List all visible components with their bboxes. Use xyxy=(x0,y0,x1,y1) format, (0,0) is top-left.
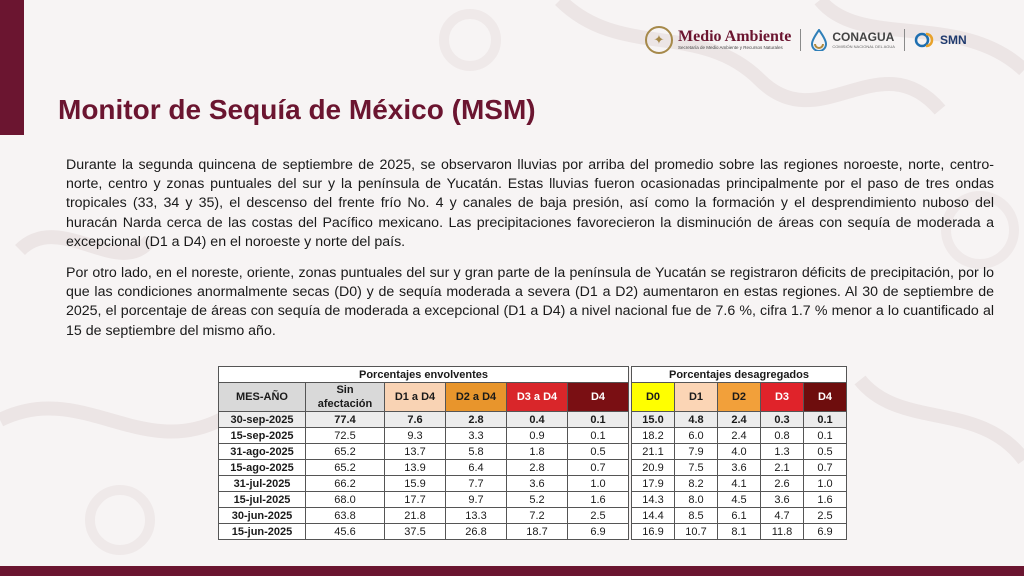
cell-d4: 0.1 xyxy=(804,412,847,428)
cell-date: 15-jun-2025 xyxy=(219,524,306,540)
cell-d0: 14.4 xyxy=(632,508,675,524)
cell-d2: 3.6 xyxy=(718,460,761,476)
cell-date: 31-ago-2025 xyxy=(219,444,306,460)
cell-e4: 0.1 xyxy=(568,428,629,444)
cell-e2: 2.8 xyxy=(446,412,507,428)
cell-d1: 6.0 xyxy=(675,428,718,444)
cell-date: 30-sep-2025 xyxy=(219,412,306,428)
eagle-seal-icon: ✦ xyxy=(645,26,673,54)
cell-e2: 26.8 xyxy=(446,524,507,540)
cell-d4: 6.9 xyxy=(804,524,847,540)
header-d2-a-d4: D2 a D4 xyxy=(446,383,507,412)
group-envolventes-header: Porcentajes envolventes xyxy=(219,367,629,383)
header-d0: D0 xyxy=(632,383,675,412)
table-row xyxy=(219,492,847,508)
cell-e1: 15.9 xyxy=(385,476,446,492)
table-row xyxy=(219,508,847,524)
table-row xyxy=(219,412,847,428)
cell-d2: 8.1 xyxy=(718,524,761,540)
cell-d3: 11.8 xyxy=(761,524,804,540)
header-mes-anio: MES-AÑO xyxy=(219,383,306,412)
cell-d2: 2.4 xyxy=(718,428,761,444)
cell-sin: 65.2 xyxy=(306,444,385,460)
cell-d0: 18.2 xyxy=(632,428,675,444)
cell-e3: 2.8 xyxy=(507,460,568,476)
cell-d1: 8.0 xyxy=(675,492,718,508)
cell-e3: 7.2 xyxy=(507,508,568,524)
cell-d4: 0.5 xyxy=(804,444,847,460)
cell-e3: 1.8 xyxy=(507,444,568,460)
conagua-subtitle: COMISIÓN NACIONAL DEL AGUA xyxy=(832,43,895,49)
left-accent-bar xyxy=(0,0,24,135)
cell-d0: 14.3 xyxy=(632,492,675,508)
cell-sin: 45.6 xyxy=(306,524,385,540)
paragraph-2: Por otro lado, en el noreste, oriente, zonas puntuales del sur y gran parte de la península de Yucatán se registraron déficits de precipitación, por lo que las condiciones anormalmente secas (D0) y de sequía moderada a severa (D1 a D2) aumentaron en estas regiones. Al 30 de septiembre de 2025, el porcentaje de áreas con sequía de moderada a excepcional (D1 a D4) a nivel nacional fue de 7.6 %, cifra 1.7 % menor a lo cuantificado al 15 de septiembre del mismo año. xyxy=(66,265,994,339)
cell-d3: 2.1 xyxy=(761,460,804,476)
cell-d4: 0.7 xyxy=(804,460,847,476)
cell-d4: 1.6 xyxy=(804,492,847,508)
cell-d1: 8.5 xyxy=(675,508,718,524)
cell-d2: 4.5 xyxy=(718,492,761,508)
paragraph-1: Durante la segunda quincena de septiembre de 2025, se observaron lluvias por arriba del promedio sobre las regiones noroeste, norte, centro-norte, centro y zonas puntuales del sur y la península de Yucatán. Estas lluvias fueron ocasionadas principalmente por el paso de tres ondas tropicales (33, 34 y 35), el descenso del frente frío No. 4 y canales de baja presión, así como la formación y el desprendimiento nuboso del huracán Narda cerca de las costas del Pacífico mexicano. Las precipitaciones favorecieron la disminución de áreas con sequía de moderada a excepcional (D1 a D4) en el noroeste y norte del país. xyxy=(66,157,994,250)
cell-e1: 9.3 xyxy=(385,428,446,444)
conagua-name: CONAGUA xyxy=(832,29,895,44)
cell-d0: 20.9 xyxy=(632,460,675,476)
table-row xyxy=(219,476,847,492)
cell-sin: 63.8 xyxy=(306,508,385,524)
cell-d4: 2.5 xyxy=(804,508,847,524)
group-desagregados-header: Porcentajes desagregados xyxy=(632,367,847,383)
medio-ambiente-subtitle: Secretaría de Medio Ambiente y Recursos Naturales xyxy=(678,45,783,50)
cell-d3: 0.3 xyxy=(761,412,804,428)
smn-name: SMN xyxy=(939,32,967,47)
cell-date: 15-ago-2025 xyxy=(219,460,306,476)
medio-ambiente-name: Medio Ambiente xyxy=(678,28,792,45)
cell-e3: 0.9 xyxy=(507,428,568,444)
cell-e1: 13.7 xyxy=(385,444,446,460)
page-title: Monitor de Sequía de México (MSM) xyxy=(58,94,536,125)
cell-e4: 6.9 xyxy=(568,524,629,540)
cell-d1: 8.2 xyxy=(675,476,718,492)
smn-swirl-icon xyxy=(914,30,936,50)
cell-e4: 1.0 xyxy=(568,476,629,492)
header-logos xyxy=(645,22,967,58)
bottom-accent-bar xyxy=(0,566,1024,576)
cell-e3: 5.2 xyxy=(507,492,568,508)
table-row xyxy=(219,444,847,460)
header-d4-desagregado: D4 xyxy=(804,383,847,412)
cell-date: 15-jul-2025 xyxy=(219,492,306,508)
cell-sin: 65.2 xyxy=(306,460,385,476)
cell-e2: 7.7 xyxy=(446,476,507,492)
cell-d2: 6.1 xyxy=(718,508,761,524)
table-group-header-row xyxy=(219,367,847,383)
header-d3-a-d4: D3 a D4 xyxy=(507,383,568,412)
cell-e4: 2.5 xyxy=(568,508,629,524)
cell-sin: 72.5 xyxy=(306,428,385,444)
cell-sin: 77.4 xyxy=(306,412,385,428)
cell-e4: 0.7 xyxy=(568,460,629,476)
cell-d3: 4.7 xyxy=(761,508,804,524)
logo-divider xyxy=(904,29,905,51)
cell-d0: 15.0 xyxy=(632,412,675,428)
cell-e2: 9.7 xyxy=(446,492,507,508)
cell-d1: 4.8 xyxy=(675,412,718,428)
smn-logo xyxy=(914,30,967,50)
cell-e4: 0.5 xyxy=(568,444,629,460)
drought-percentages-table xyxy=(218,366,847,540)
cell-e2: 3.3 xyxy=(446,428,507,444)
header-d4-envolvente: D4 xyxy=(568,383,629,412)
table-body xyxy=(219,412,847,540)
cell-e1: 17.7 xyxy=(385,492,446,508)
cell-d1: 10.7 xyxy=(675,524,718,540)
cell-e3: 18.7 xyxy=(507,524,568,540)
cell-e1: 13.9 xyxy=(385,460,446,476)
header-d1: D1 xyxy=(675,383,718,412)
cell-sin: 66.2 xyxy=(306,476,385,492)
conagua-logo xyxy=(810,29,895,51)
logo-divider xyxy=(800,29,801,51)
cell-d0: 21.1 xyxy=(632,444,675,460)
cell-d4: 0.1 xyxy=(804,428,847,444)
cell-e2: 5.8 xyxy=(446,444,507,460)
conagua-drop-icon xyxy=(810,29,828,51)
cell-d0: 16.9 xyxy=(632,524,675,540)
cell-e2: 13.3 xyxy=(446,508,507,524)
table-row xyxy=(219,524,847,540)
cell-e1: 21.8 xyxy=(385,508,446,524)
cell-d3: 1.3 xyxy=(761,444,804,460)
cell-d3: 2.6 xyxy=(761,476,804,492)
cell-d2: 4.0 xyxy=(718,444,761,460)
cell-d2: 4.1 xyxy=(718,476,761,492)
cell-e4: 1.6 xyxy=(568,492,629,508)
cell-d2: 2.4 xyxy=(718,412,761,428)
cell-e3: 3.6 xyxy=(507,476,568,492)
cell-d1: 7.9 xyxy=(675,444,718,460)
cell-e1: 7.6 xyxy=(385,412,446,428)
cell-e3: 0.4 xyxy=(507,412,568,428)
header-d2: D2 xyxy=(718,383,761,412)
cell-date: 31-jul-2025 xyxy=(219,476,306,492)
cell-date: 30-jun-2025 xyxy=(219,508,306,524)
cell-e4: 0.1 xyxy=(568,412,629,428)
cell-sin: 68.0 xyxy=(306,492,385,508)
medio-ambiente-logo xyxy=(645,26,791,54)
table-column-header-row xyxy=(219,383,847,412)
table-row xyxy=(219,460,847,476)
cell-e2: 6.4 xyxy=(446,460,507,476)
cell-d3: 3.6 xyxy=(761,492,804,508)
table-row xyxy=(219,428,847,444)
header-d1-a-d4: D1 a D4 xyxy=(385,383,446,412)
cell-e1: 37.5 xyxy=(385,524,446,540)
cell-d0: 17.9 xyxy=(632,476,675,492)
header-d3: D3 xyxy=(761,383,804,412)
cell-d4: 1.0 xyxy=(804,476,847,492)
cell-d3: 0.8 xyxy=(761,428,804,444)
cell-date: 15-sep-2025 xyxy=(219,428,306,444)
cell-d1: 7.5 xyxy=(675,460,718,476)
header-sin-afectacion: Sin afectación xyxy=(306,383,385,412)
